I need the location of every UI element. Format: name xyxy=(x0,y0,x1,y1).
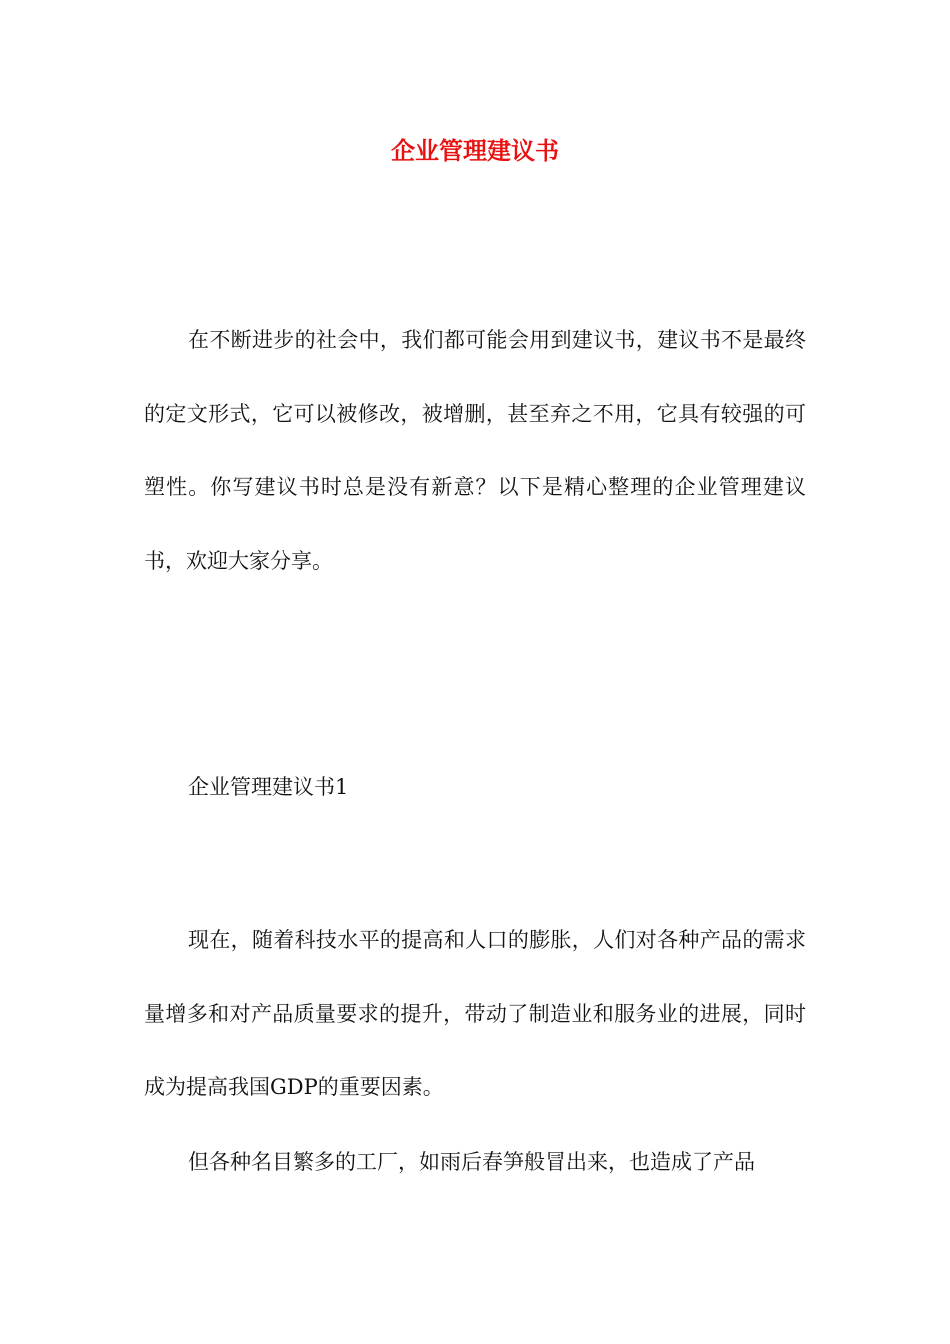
section-heading: 企业管理建议书1 xyxy=(188,775,349,799)
intro-paragraph: 在不断进步的社会中，我们都可能会用到建议书，建议书不是最终的定文形式，它可以被修改，被增删，甚至弃之不用，它具有较强的可塑性。你写建议书时总是没有新意？以下是精心整理的企业管理建议书，欢迎大家分享。 xyxy=(144,328,806,573)
body-paragraph: 但各种名目繁多的工厂，如雨后春笋般冒出来，也造成了产品 xyxy=(188,1150,755,1174)
body-paragraph: 现在，随着科技水平的提高和人口的膨胀，人们对各种产品的需求量增多和对产品质量要求的提升，带动了制造业和服务业的进展，同时成为提高我国GDP的重要因素。 xyxy=(144,928,806,1099)
document-title: 企业管理建议书 xyxy=(391,136,559,165)
